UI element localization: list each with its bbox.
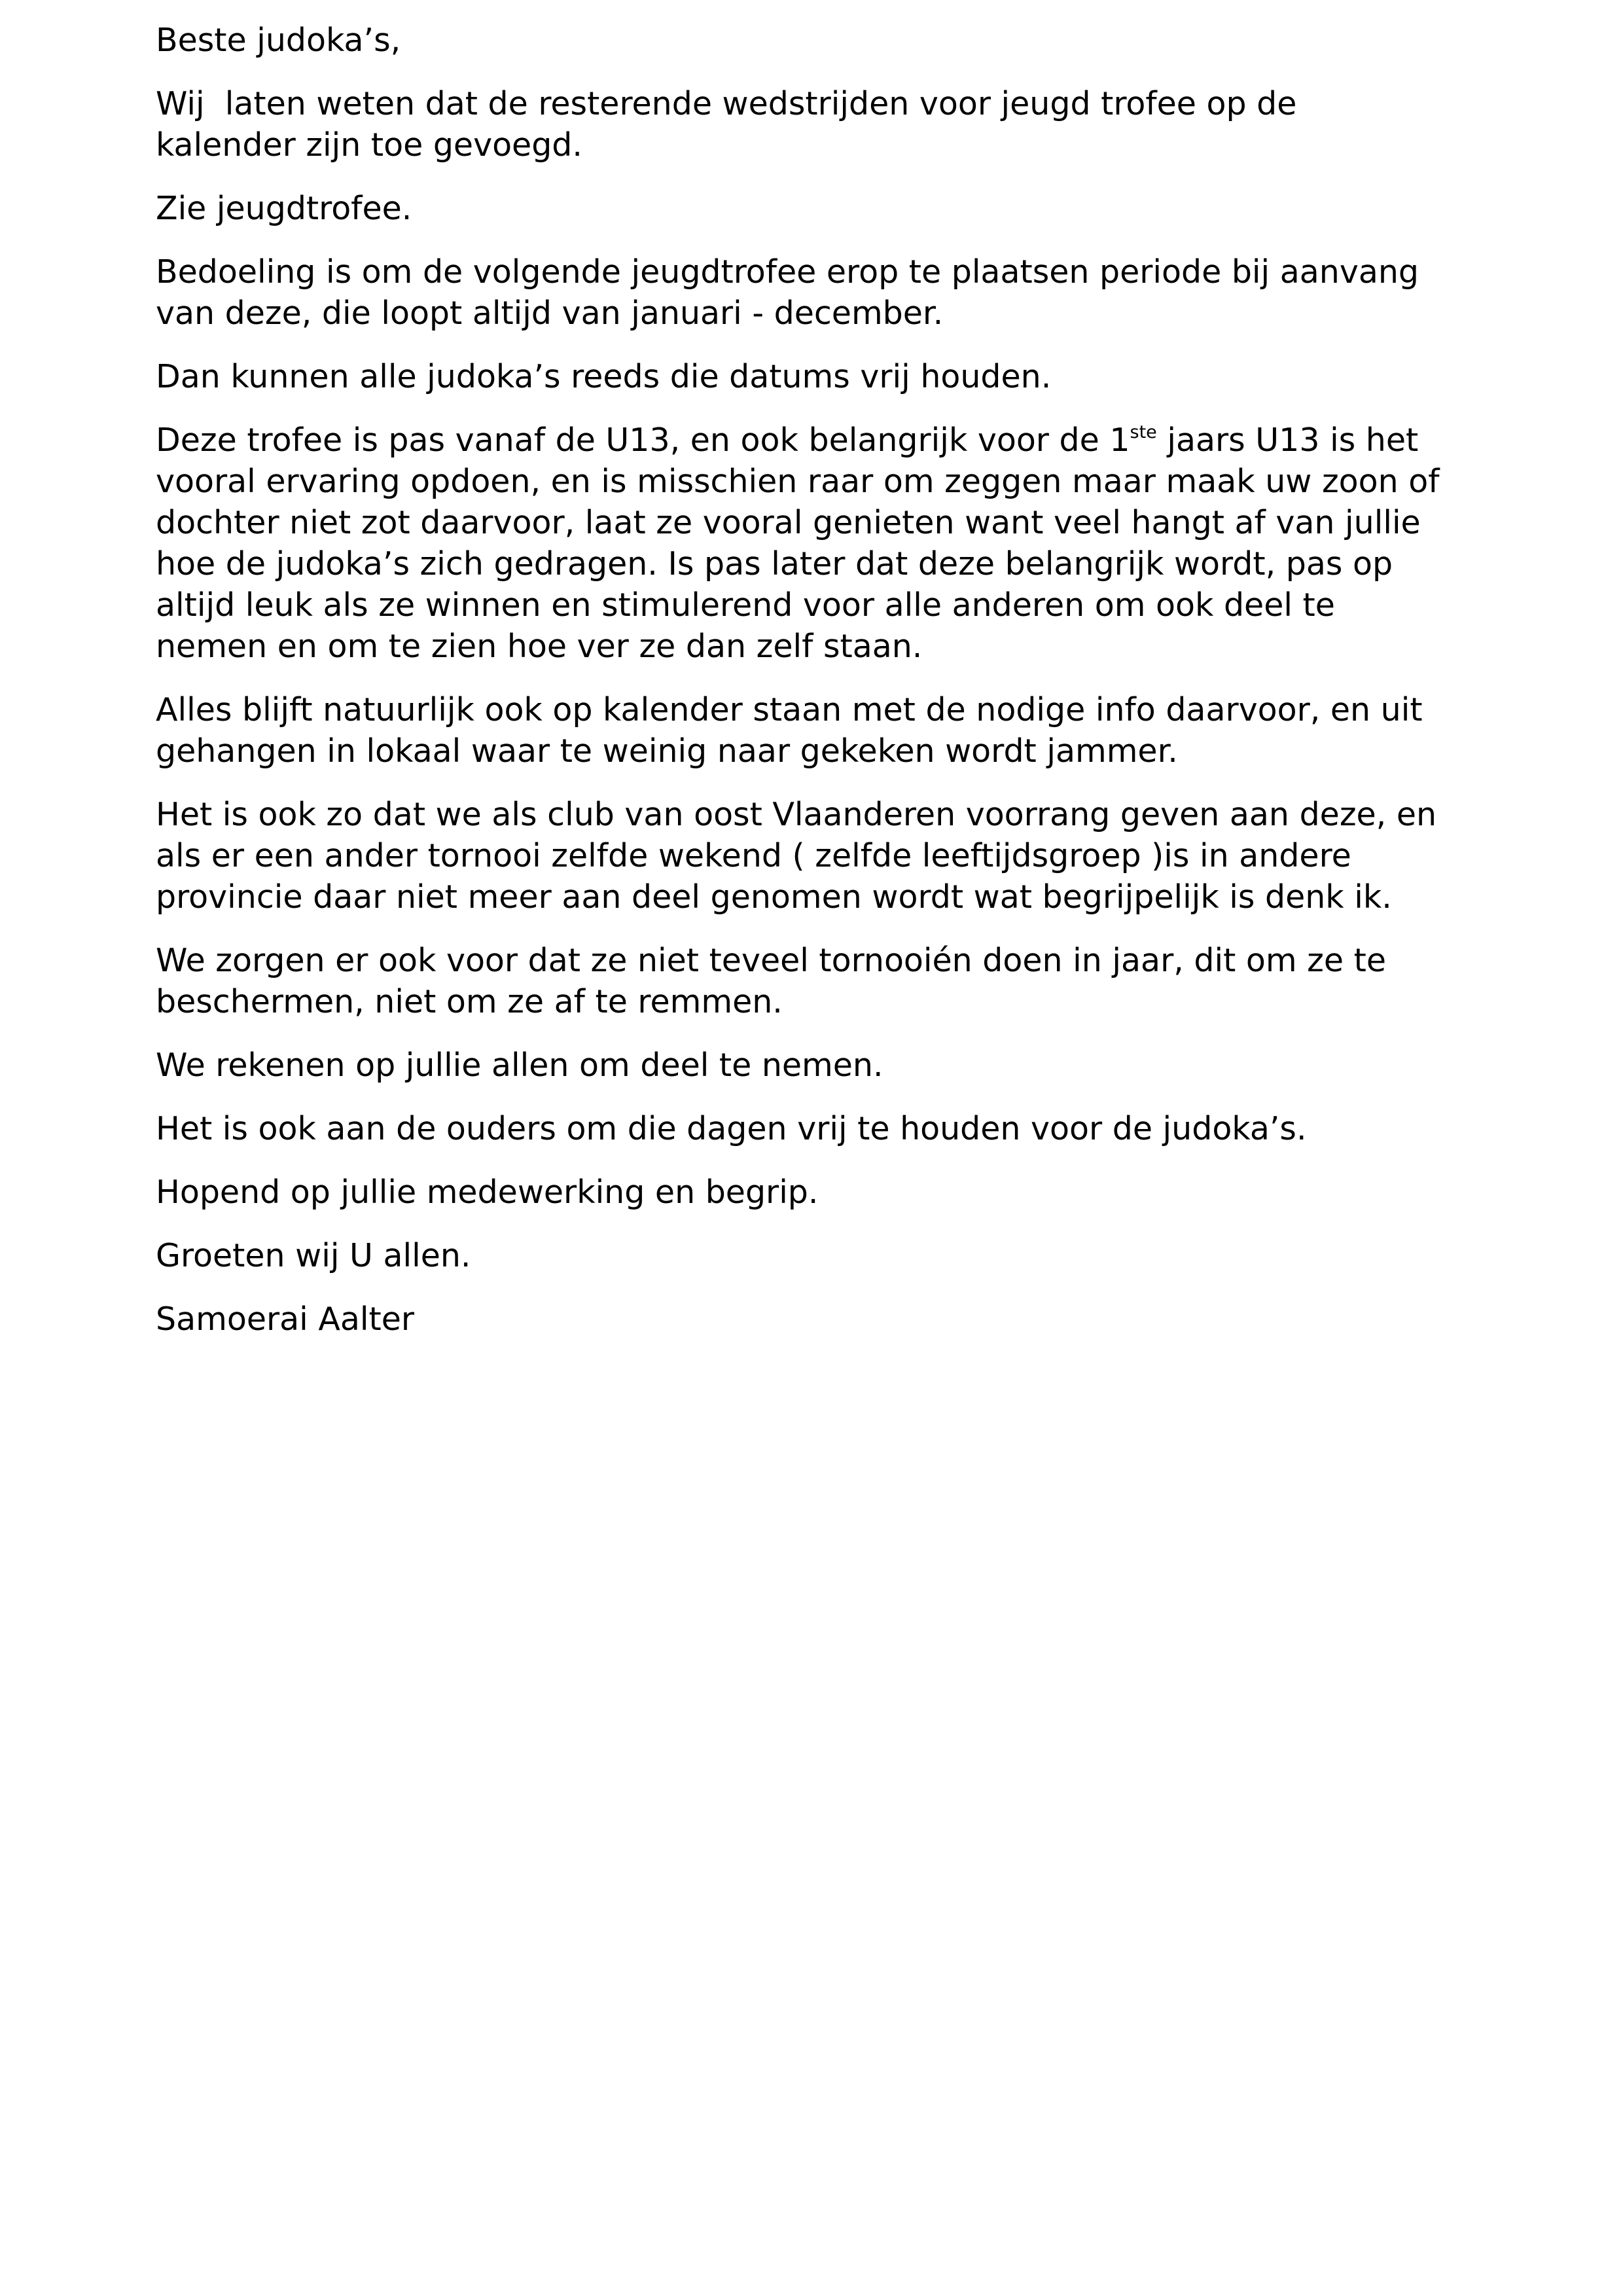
- paragraph-keep-dates-free: [156, 356, 1497, 397]
- greeting-line: Beste judoka’s,: [156, 22, 401, 59]
- paragraph-trophy-u13: [156, 420, 1497, 667]
- text-line: als er een ander tornooi zelfde wekend ( zelfde leeftijdsgroep )is in andere: [156, 837, 1351, 874]
- text-line: Hopend op jullie medewerking en begrip.: [156, 1174, 819, 1211]
- text-line: beschermen, niet om ze af te remmen.: [156, 983, 783, 1020]
- text-line: provincie daar niet meer aan deel genomen wordt wat begrijpelijk is denk ik.: [156, 878, 1392, 916]
- text-line: van deze, die loopt altijd van januari - december.: [156, 295, 944, 332]
- text-line: dochter niet zot daarvoor, laat ze vooral genieten want veel hangt af van jullie: [156, 504, 1421, 541]
- closing-line: Groeten wij U allen.: [156, 1237, 471, 1274]
- text-line: gehangen in lokaal waar te weinig naar gekeken wordt jammer.: [156, 732, 1178, 770]
- text-line: Het is ook aan de ouders om die dagen vrij te houden voor de judoka’s.: [156, 1110, 1307, 1147]
- text-line: Wij laten weten dat de resterende wedstrijden voor jeugd trofee op de: [156, 85, 1297, 122]
- closing: [156, 1235, 1497, 1276]
- ordinal-superscript: ste: [1130, 422, 1157, 442]
- text-line: kalender zijn toe gevoegd.: [156, 126, 582, 164]
- text-line: We rekenen op jullie allen om deel te nemen.: [156, 1047, 883, 1084]
- paragraph-protect: [156, 940, 1497, 1022]
- text-line: altijd leuk als ze winnen en stimulerend voor alle anderen om ook deel te: [156, 586, 1335, 624]
- text-line: vooral ervaring opdoen, en is misschien raar om zeggen maar maak uw zoon of: [156, 463, 1440, 500]
- greeting: [156, 20, 1497, 61]
- paragraph-parents: [156, 1108, 1497, 1149]
- signature: [156, 1299, 1497, 1340]
- text-segment: Deze trofee is pas vanaf de U13, en ook belangrijk voor de 1: [156, 422, 1130, 459]
- paragraph-see-trophy: [156, 188, 1497, 229]
- paragraph-cooperation: [156, 1172, 1497, 1213]
- text-line: nemen en om te zien hoe ver ze dan zelf staan.: [156, 628, 923, 665]
- text-line: Zie jeugdtrofee.: [156, 190, 412, 227]
- text-line: hoe de judoka’s zich gedragen. Is pas later dat deze belangrijk wordt, pas op: [156, 545, 1393, 583]
- text-line: Alles blijft natuurlijk ook op kalender staan met de nodige info daarvoor, en uit: [156, 691, 1423, 728]
- paragraph-count-on-you: [156, 1045, 1497, 1086]
- text-line: [156, 420, 1497, 461]
- text-segment: jaars U13 is het: [1156, 422, 1419, 459]
- paragraph-calendar: [156, 689, 1497, 772]
- text-line: Dan kunnen alle judoka’s reeds die datums vrij houden.: [156, 358, 1052, 395]
- paragraph-announcement: [156, 83, 1497, 166]
- paragraph-intention: [156, 251, 1497, 334]
- signature-line: Samoerai Aalter: [156, 1300, 415, 1338]
- text-line: We zorgen er ook voor dat ze niet teveel tornooién doen in jaar, dit om ze te: [156, 942, 1386, 979]
- paragraph-priority: [156, 794, 1497, 918]
- text-line: Het is ook zo dat we als club van oost Vlaanderen voorrang geven aan deze, en: [156, 796, 1437, 833]
- text-line: Bedoeling is om de volgende jeugdtrofee erop te plaatsen periode bij aanvang: [156, 253, 1419, 291]
- letter-body: [156, 20, 1497, 1362]
